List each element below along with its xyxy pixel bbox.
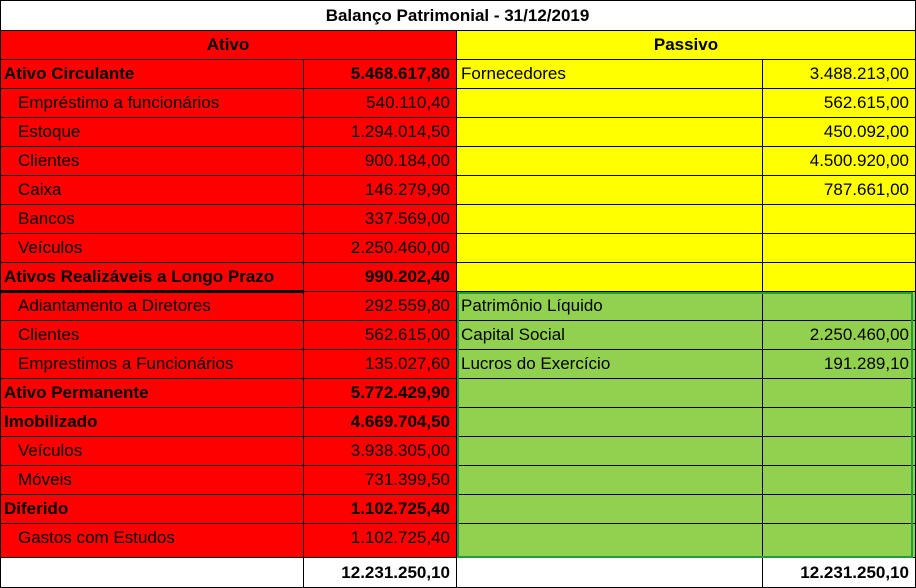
frame-left <box>0 0 1 588</box>
ativo-row-label: Adiantamento a Diretores <box>0 292 304 321</box>
passivo-row-label: Capital Social <box>457 321 763 350</box>
ativo-row-label: Clientes <box>0 321 304 350</box>
ativo-row-label: Ativos Realizáveis a Longo Prazo <box>0 263 304 292</box>
ativo-row-value: 292.559,80 <box>304 292 457 321</box>
total-spacer-right <box>457 558 763 588</box>
passivo-row-label <box>457 379 763 408</box>
ativo-row-value: 4.669.704,50 <box>304 408 457 437</box>
passivo-row-value <box>763 234 916 263</box>
ativo-row-label: Clientes <box>0 147 304 176</box>
passivo-row-value <box>763 495 916 524</box>
ativo-row-value: 900.184,00 <box>304 147 457 176</box>
ativo-row-value: 146.279,90 <box>304 176 457 205</box>
ativo-row-label: Móveis <box>0 466 304 495</box>
ativo-row-value: 731.399,50 <box>304 466 457 495</box>
ativo-row-label: Ativo Circulante <box>0 60 304 89</box>
section-divider <box>0 290 304 293</box>
ativo-row-value: 1.102.725,40 <box>304 495 457 524</box>
ativo-row-label: Ativo Permanente <box>0 379 304 408</box>
ativo-total: 12.231.250,10 <box>304 558 457 588</box>
ativo-row-label: Diferido <box>0 495 304 524</box>
sheet-title: Balanço Patrimonial - 31/12/2019 <box>0 0 916 31</box>
passivo-row-value <box>763 437 916 466</box>
ativo-row-value: 5.772.429,90 <box>304 379 457 408</box>
passivo-row-value <box>763 408 916 437</box>
passivo-row-label: Patrimônio Líquido <box>457 292 763 321</box>
ativo-row-value: 1.102.725,40 <box>304 524 457 558</box>
ativo-row-label: Estoque <box>0 118 304 147</box>
passivo-row-label <box>457 263 763 292</box>
passivo-row-value: 562.615,00 <box>763 89 916 118</box>
ativo-row-value: 540.110,40 <box>304 89 457 118</box>
ativo-row-label: Emprestimos a Funcionários <box>0 350 304 379</box>
passivo-row-value: 4.500.920,00 <box>763 147 916 176</box>
ativo-row-value: 990.202,40 <box>304 263 457 292</box>
ativo-header: Ativo <box>0 31 457 60</box>
ativo-row-value: 1.294.014,50 <box>304 118 457 147</box>
ativo-row-label: Veículos <box>0 437 304 466</box>
passivo-row-label <box>457 89 763 118</box>
passivo-row-label <box>457 524 763 558</box>
passivo-row-label <box>457 466 763 495</box>
passivo-header: Passivo <box>457 31 916 60</box>
passivo-row-value <box>763 379 916 408</box>
passivo-row-value <box>763 524 916 558</box>
passivo-row-label <box>457 118 763 147</box>
ativo-row-value: 337.569,00 <box>304 205 457 234</box>
passivo-row-label: Lucros do Exercício <box>457 350 763 379</box>
ativo-row-value: 5.468.617,80 <box>304 60 457 89</box>
ativo-row-value: 2.250.460,00 <box>304 234 457 263</box>
total-spacer-left <box>0 558 304 588</box>
frame-top <box>0 0 916 1</box>
passivo-row-value: 3.488.213,00 <box>763 60 916 89</box>
passivo-row-label <box>457 495 763 524</box>
ativo-row-value: 562.615,00 <box>304 321 457 350</box>
ativo-row-value: 135.027,60 <box>304 350 457 379</box>
ativo-row-label: Gastos com Estudos <box>0 524 304 558</box>
passivo-row-label: Fornecedores <box>457 60 763 89</box>
ativo-row-value: 3.938.305,00 <box>304 437 457 466</box>
passivo-row-value <box>763 205 916 234</box>
ativo-row-label: Caixa <box>0 176 304 205</box>
passivo-row-value: 2.250.460,00 <box>763 321 916 350</box>
passivo-row-value <box>763 292 916 321</box>
passivo-row-label <box>457 176 763 205</box>
passivo-row-label <box>457 234 763 263</box>
ativo-row-label: Imobilizado <box>0 408 304 437</box>
passivo-row-value: 450.092,00 <box>763 118 916 147</box>
passivo-row-label <box>457 437 763 466</box>
passivo-row-value: 787.661,00 <box>763 176 916 205</box>
passivo-row-label <box>457 205 763 234</box>
ativo-row-label: Empréstimo a funcionários <box>0 89 304 118</box>
ativo-row-label: Bancos <box>0 205 304 234</box>
passivo-row-label <box>457 408 763 437</box>
ativo-row-label: Veículos <box>0 234 304 263</box>
passivo-row-label <box>457 147 763 176</box>
passivo-row-value <box>763 466 916 495</box>
passivo-row-value <box>763 263 916 292</box>
passivo-row-value: 191.289,10 <box>763 350 916 379</box>
passivo-total: 12.231.250,10 <box>763 558 916 588</box>
